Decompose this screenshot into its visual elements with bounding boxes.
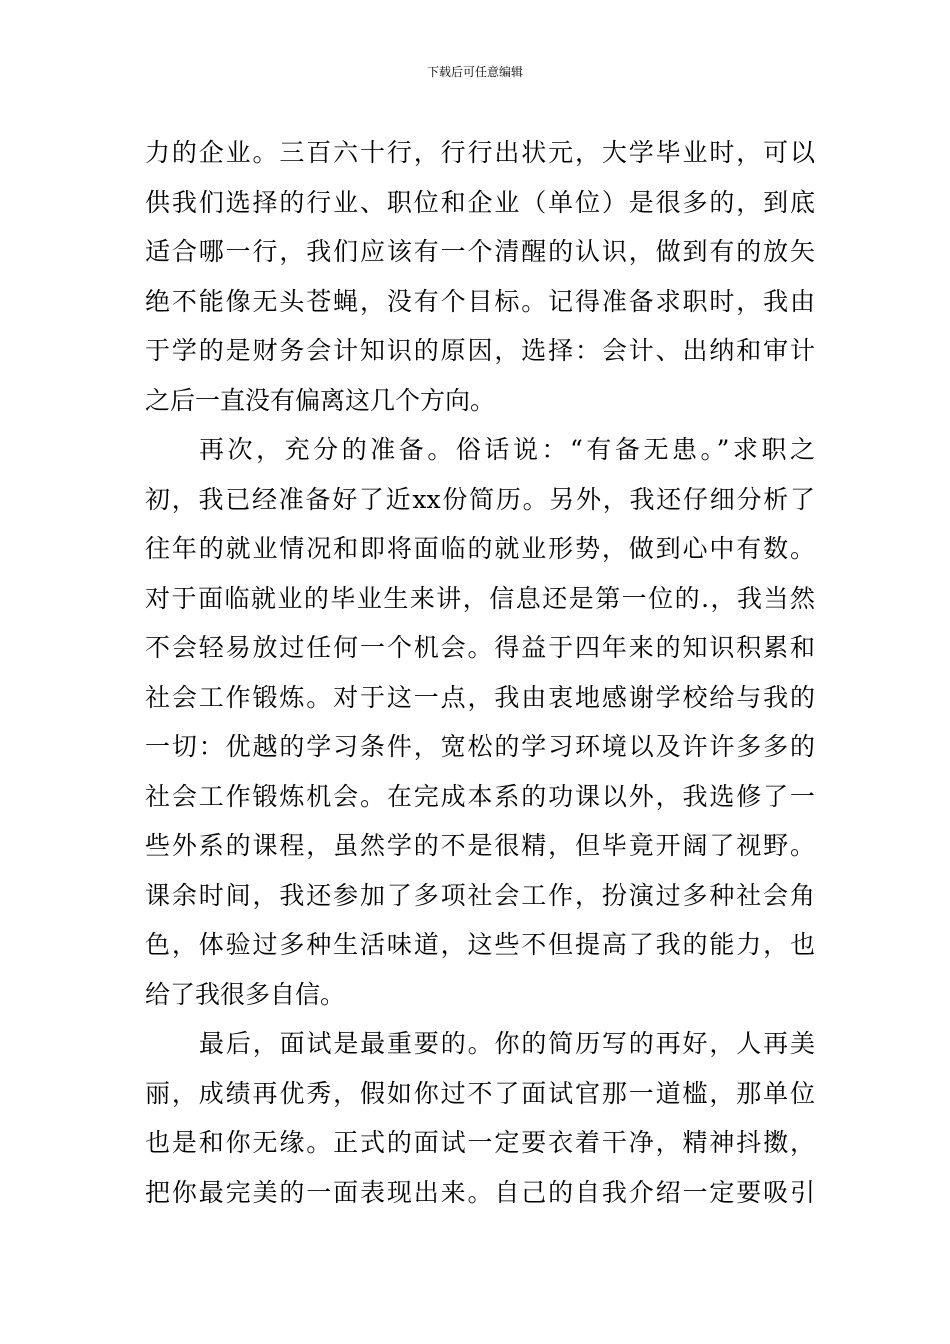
text-line: 力的企业。三百六十行，行行出状元，大学毕业时，可以	[145, 138, 815, 167]
text-line: 一切：优越的学习条件，宽松的学习环境以及许许多多的	[145, 732, 815, 761]
page-header: 下载后可任意编辑	[426, 65, 523, 79]
text-line: 初，我已经准备好了近xx份简历。另外，我还仔细分析了	[145, 484, 815, 514]
text-line: 色，体验过多种生活味道，这些不但提高了我的能力，也	[145, 930, 815, 959]
text-line: 课余时间，我还参加了多项社会工作，扮演过多种社会角	[145, 880, 815, 910]
text-line: 丽，成绩再优秀，假如你过不了面试官那一道槛，那单位	[145, 1078, 815, 1108]
text-line: 往年的就业情况和即将面临的就业形势，做到心中有数。	[145, 534, 815, 563]
text-line: 不会轻易放过任何一个机会。得益于四年来的知识积累和	[145, 633, 815, 662]
text-line: 社会工作锻炼。对于这一点，我由衷地感谢学校给与我的	[145, 682, 815, 712]
text-line: 供我们选择的行业、职位和企业（单位）是很多的，到底	[145, 187, 815, 217]
text-line: 之后一直没有偏离这几个方向。	[145, 385, 496, 415]
text-line: 给了我很多自信。	[145, 979, 346, 1009]
text-line: 些外系的课程，虽然学的不是很精，但毕竟开阔了视野。	[145, 831, 815, 860]
text-line: 于学的是财务会计知识的原因，选择：会计、出纳和审计	[145, 336, 815, 365]
text-line: 对于面临就业的毕业生来讲，信息还是第一位的.，我当然	[145, 583, 815, 613]
text-line: 适合哪一行，我们应该有一个清醒的认识，做到有的放矢	[145, 237, 815, 266]
text-line: 绝不能像无头苍蝇，没有个目标。记得准备求职时，我由	[145, 286, 815, 316]
document-body	[145, 128, 815, 1217]
text-line: 社会工作锻炼机会。在完成本系的功课以外，我选修了一	[145, 781, 815, 811]
text-line: 把你最完美的一面表现出来。自己的自我介绍一定要吸引	[145, 1177, 815, 1207]
paragraph-start-line: 最后，面试是最重要的。你的简历写的再好，人再美	[199, 1029, 815, 1058]
paragraph-start-line: 再次，充分的准备。俗话说：“有备无患。”求职之	[199, 435, 815, 464]
text-line: 也是和你无缘。正式的面试一定要衣着干净，精神抖擞，	[145, 1128, 815, 1157]
